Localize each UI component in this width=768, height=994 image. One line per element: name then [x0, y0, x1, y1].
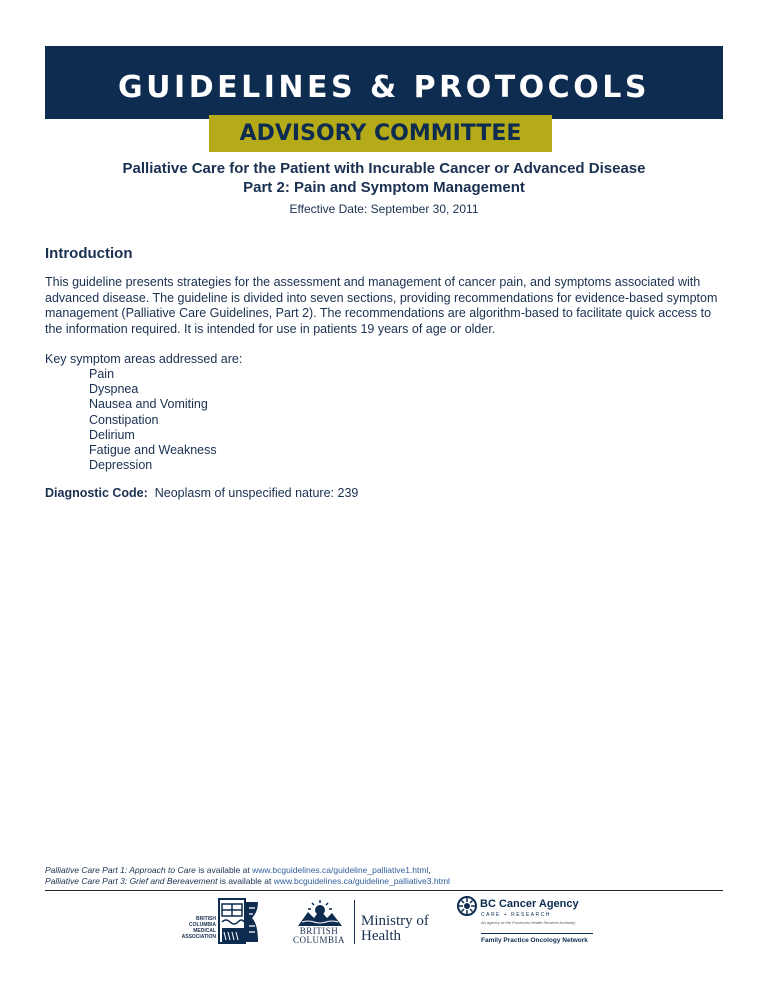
guideline-part1-link[interactable]: www.bcguidelines.ca/guideline_palliative1.html	[252, 865, 429, 875]
diagnostic-code-label: Diagnostic Code:	[45, 486, 148, 500]
footer-note-part3	[45, 876, 450, 887]
list-item: Fatigue and Weakness	[89, 443, 217, 458]
introduction-paragraph: This guideline presents strategies for the assessment and management of cancer pain, and symptoms associated with advanced disease. The guideline is divided into seven sections, providing recommendations for evidence-based symptom management (Palliative Care Guidelines, Part 2). The recommendations are algorithm-based to facilitate quick access to the information required. It is intended for use in patients 19 years of age or older.	[45, 275, 718, 336]
footer-note-part3-text: is available at	[217, 876, 274, 886]
bcma-line4: ASSOCIATION	[181, 934, 216, 940]
key-symptoms-lead: Key symptom areas addressed are:	[45, 352, 243, 366]
header-banner	[45, 46, 723, 119]
bcca-tagline: An agency of the Provincial Health Services Authority	[481, 920, 576, 925]
footer-note-part1-title: Palliative Care Part 1: Approach to Care	[45, 865, 196, 875]
list-item: Nausea and Vomiting	[89, 397, 208, 412]
banner-title: GUIDELINES & PROTOCOLS	[118, 70, 650, 105]
footer-note-part1-end: ,	[428, 865, 431, 875]
bc-wordmark-line2: COLUMBIA	[292, 935, 345, 945]
guideline-part3-link[interactable]: www.bcguidelines.ca/guideline_palliative3.html	[273, 876, 450, 886]
list-item: Pain	[89, 367, 115, 381]
bcma-line2: COLUMBIA	[189, 922, 216, 928]
bc-cancer-agency-logo-icon	[457, 896, 477, 916]
symptom-list	[89, 367, 217, 473]
footer-note-part3-title: Palliative Care Part 3: Grief and Bereavement	[45, 876, 218, 886]
bcma-wordmark	[178, 916, 216, 940]
bc-wordmark-line1: BRITISH	[299, 926, 339, 936]
bcma-line3: MEDICAL	[193, 928, 216, 934]
ministry-line1: Ministry of	[361, 913, 429, 929]
ministry-line2: Health	[361, 928, 401, 944]
bcca-subtitle: CARE + RESEARCH	[481, 912, 551, 918]
bcca-name: BC Cancer Agency	[480, 898, 579, 910]
fpon-divider	[481, 933, 593, 934]
footer-notes	[45, 865, 450, 887]
document-title-line1: Palliative Care for the Patient with Incurable Cancer or Advanced Disease	[122, 160, 646, 177]
footer-note-part1-text: is available at	[195, 865, 253, 875]
bc-government-logo-icon	[294, 898, 346, 928]
list-item: Dyspnea	[89, 382, 139, 397]
list-item: Depression	[89, 458, 153, 473]
effective-date: Effective Date: September 30, 2011	[289, 202, 479, 216]
family-practice-oncology-network: Family Practice Oncology Network	[481, 937, 588, 944]
footer-divider	[45, 890, 723, 891]
bcma-line1: BRITISH	[196, 916, 216, 922]
footer-note-part1	[45, 865, 450, 876]
bcma-logo-icon	[218, 898, 260, 946]
ministry-divider	[354, 900, 355, 944]
diagnostic-code-value: Neoplasm of unspecified nature: 239	[154, 486, 359, 500]
list-item: Constipation	[89, 412, 159, 427]
advisory-committee-badge: ADVISORY COMMITTEE	[209, 115, 552, 152]
introduction-heading: Introduction	[45, 245, 133, 262]
list-item: Delirium	[89, 427, 135, 442]
document-title-line2: Part 2: Pain and Symptom Management	[243, 179, 525, 196]
ministry-of-health-wordmark	[361, 914, 429, 944]
diagnostic-code	[45, 486, 358, 500]
bc-wordmark	[291, 927, 347, 945]
